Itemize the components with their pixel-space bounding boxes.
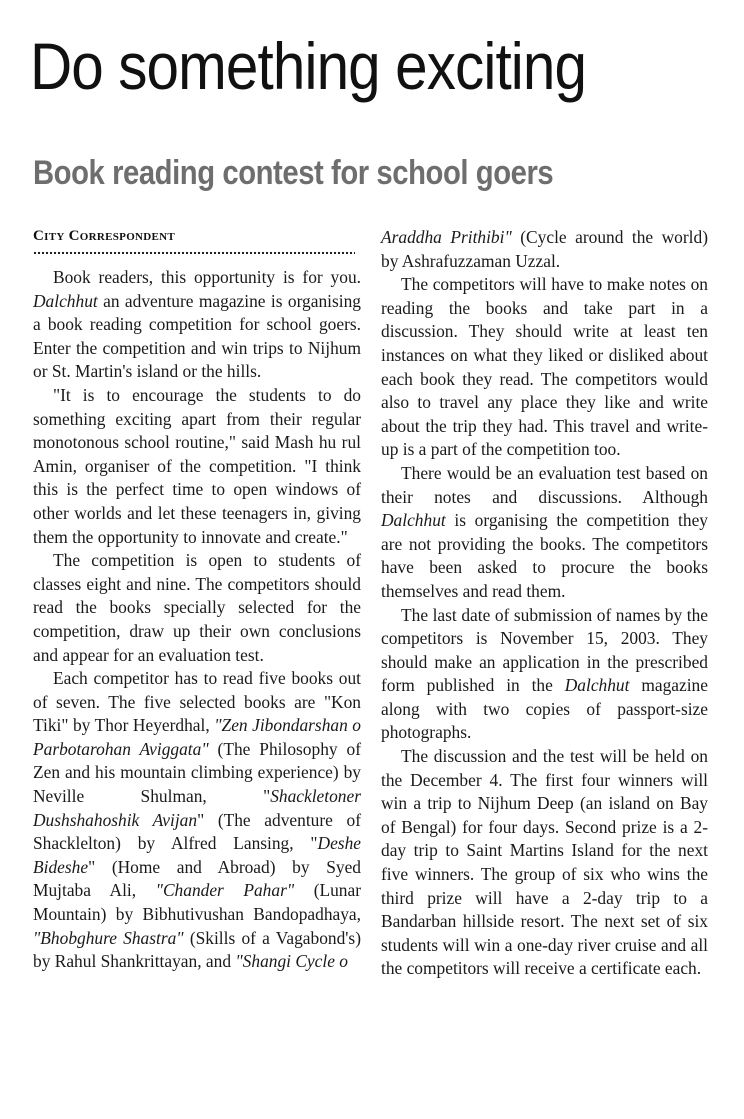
paragraph: Araddha Prithibi" (Cycle around the world) by Ashrafuzzaman Uzzal.: [381, 227, 708, 271]
byline: City Correspondent: [33, 228, 176, 244]
article-subheadline: Book reading contest for school goers: [33, 154, 554, 192]
paragraph: The discussion and the test will be held on the December 4. The first four winners will win a trip to Nijhum Deep (an island on Bay of Bengal) for four days. Second prize is a 2-day trip to Saint Martins Island for the next five winners. The group of six who wins the third prize will have a 2-day trip to a Bandarban hillside resort. The next set of six students will win a one-day river cruise and all the competitors will receive a certificate each.: [381, 746, 708, 979]
paragraph: The competition is open to students of classes eight and nine. The competitors should read the books specially selected for the competition, draw up their own conclusions and appear for an evaluation test.: [33, 550, 361, 665]
paragraph: Each competitor has to read five books out of seven. The five selected books are "Kon Tiki" by Thor Heyerdhal, "Zen Jibondarshan o Parbotarohan Aviggata" (The Philosophy of Zen and his mountain climbing experience) by Neville Shulman, "Shackletoner Dushshahoshik Avijan" (The adventure of Shacklelton) by Alfred Lansing, "Deshe Bideshe" (Home and Abroad) by Syed Mujtaba Ali, "Chander Pahar" (Lunar Mountain) by Bibhutivushan Bandopadhaya, "Bhobghure Shastra" (Skills of a Vagabond's) by Rahul Shankrittayan, and "Shangi Cycle o: [33, 668, 362, 972]
paragraph: Book readers, this opportunity is for you. Dalchhut an adventure magazine is organising a book reading competition for school goers. Enter the competition and win trips to Nijhum or St. Martin's island or the hills.: [33, 267, 361, 382]
left-column: [33, 266, 361, 974]
paragraph: The last date of submission of names by the competitors is November 15, 2003. They should make an application in the prescribed form published in the Dalchhut magazine along with two copies of passport-size photographs.: [381, 604, 708, 743]
right-column: [381, 226, 708, 981]
paragraph: The competitors will have to make notes on reading the books and take part in a discussion. They should write at least ten instances on what they liked or disliked about each book they read. The competitors would also to travel any place they like and write about the trip they had. This travel and write-up is a part of the competition too.: [381, 274, 708, 460]
dotted-divider: [33, 250, 355, 256]
paragraph: There would be an evaluation test based on their notes and discussions. Although Dalchhut is organising the competition they are not providing the books. The competitors have been asked to procure the books themselves and read them.: [381, 462, 708, 601]
article-headline: Do something exciting: [30, 29, 587, 103]
paragraph: "It is to encourage the students to do something exciting apart from their regular monotonous school routine," said Mash hu rul Amin, organiser of the competition. "I think this is the perfect time to open windows of other worlds and let these teenagers in, giving them the opportunity to innovate and create.": [33, 384, 361, 547]
